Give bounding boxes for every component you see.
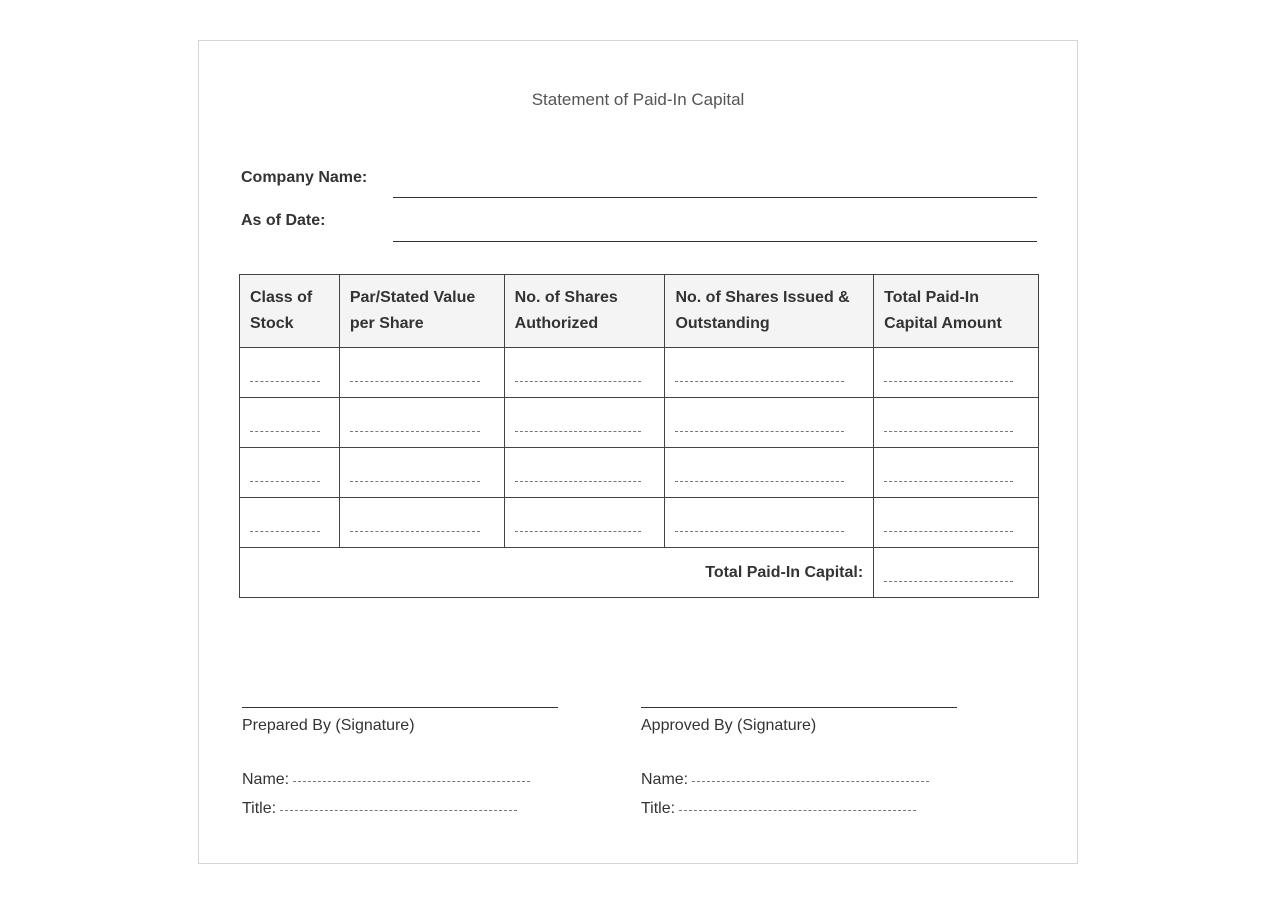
- table-cell[interactable]: [874, 448, 1039, 498]
- header-class-of-stock: Class of Stock: [240, 275, 340, 348]
- prepared-by-signature-line[interactable]: [242, 707, 558, 708]
- table-cell[interactable]: [240, 498, 340, 548]
- blank-line: [250, 481, 320, 482]
- table-cell[interactable]: [874, 398, 1039, 448]
- table-cell[interactable]: [665, 448, 874, 498]
- table-cell[interactable]: [339, 498, 504, 548]
- blank-line: [692, 780, 929, 782]
- blank-line: [250, 531, 320, 532]
- blank-line: [679, 809, 916, 811]
- table-cell[interactable]: [504, 398, 665, 448]
- prepared-by-title-label: Title:: [242, 800, 277, 817]
- approved-by-title-label: Title:: [641, 800, 676, 817]
- blank-line: [884, 531, 1013, 532]
- table-row: [240, 448, 1039, 498]
- total-paid-in-capital-label: Total Paid-In Capital:: [240, 548, 874, 598]
- blank-line: [350, 431, 480, 432]
- blank-line: [350, 531, 480, 532]
- table-row: [240, 398, 1039, 448]
- blank-line: [884, 581, 1013, 582]
- blank-line: [515, 381, 641, 382]
- blank-line: [250, 381, 320, 382]
- as-of-date-label: As of Date:: [241, 212, 326, 229]
- blank-line: [515, 481, 641, 482]
- prepared-by-caption: Prepared By (Signature): [242, 717, 415, 734]
- blank-line: [280, 809, 517, 811]
- approved-by-title-field[interactable]: [641, 800, 916, 818]
- table-row: [240, 348, 1039, 398]
- blank-line: [250, 431, 320, 432]
- blank-line: [350, 381, 480, 382]
- company-name-field[interactable]: [393, 197, 1037, 198]
- table-cell[interactable]: [874, 498, 1039, 548]
- table-cell[interactable]: [339, 348, 504, 398]
- table-cell[interactable]: [339, 398, 504, 448]
- table-cell[interactable]: [504, 348, 665, 398]
- table-cell[interactable]: [665, 398, 874, 448]
- blank-line: [350, 481, 480, 482]
- blank-line: [515, 531, 641, 532]
- blank-line: [675, 431, 844, 432]
- blank-line: [293, 780, 530, 782]
- document-page: [198, 40, 1078, 864]
- table-cell[interactable]: [240, 348, 340, 398]
- blank-line: [675, 381, 844, 382]
- prepared-by-name-field[interactable]: [242, 771, 530, 789]
- as-of-date-field[interactable]: [393, 241, 1037, 242]
- table-cell[interactable]: [874, 348, 1039, 398]
- table-cell[interactable]: [504, 498, 665, 548]
- approved-by-name-label: Name:: [641, 771, 689, 788]
- table-row: [240, 498, 1039, 548]
- company-name-label: Company Name:: [241, 169, 368, 186]
- paid-in-capital-table: [239, 274, 1039, 598]
- blank-line: [884, 381, 1013, 382]
- blank-line: [884, 481, 1013, 482]
- prepared-by-name-label: Name:: [242, 771, 290, 788]
- header-shares-authorized: No. of Shares Authorized: [504, 275, 665, 348]
- blank-line: [515, 431, 641, 432]
- prepared-by-title-field[interactable]: [242, 800, 517, 818]
- blank-line: [884, 431, 1013, 432]
- header-shares-issued: No. of Shares Issued & Outstanding: [665, 275, 874, 348]
- document-title: Statement of Paid-In Capital: [531, 90, 745, 109]
- table-cell[interactable]: [339, 448, 504, 498]
- total-row: [240, 548, 1039, 598]
- approved-by-signature-line[interactable]: [641, 707, 957, 708]
- approved-by-name-field[interactable]: [641, 771, 929, 789]
- header-par-value: Par/Stated Value per Share: [339, 275, 504, 348]
- blank-line: [675, 531, 844, 532]
- approved-by-caption: Approved By (Signature): [641, 717, 817, 734]
- total-paid-in-capital-cell[interactable]: [874, 548, 1039, 598]
- table-cell[interactable]: [665, 348, 874, 398]
- table-header-row: [240, 275, 1039, 348]
- table-cell[interactable]: [504, 448, 665, 498]
- table-cell[interactable]: [665, 498, 874, 548]
- blank-line: [675, 481, 844, 482]
- table-cell[interactable]: [240, 398, 340, 448]
- table-cell[interactable]: [240, 448, 340, 498]
- header-total-amount: Total Paid-In Capital Amount: [874, 275, 1039, 348]
